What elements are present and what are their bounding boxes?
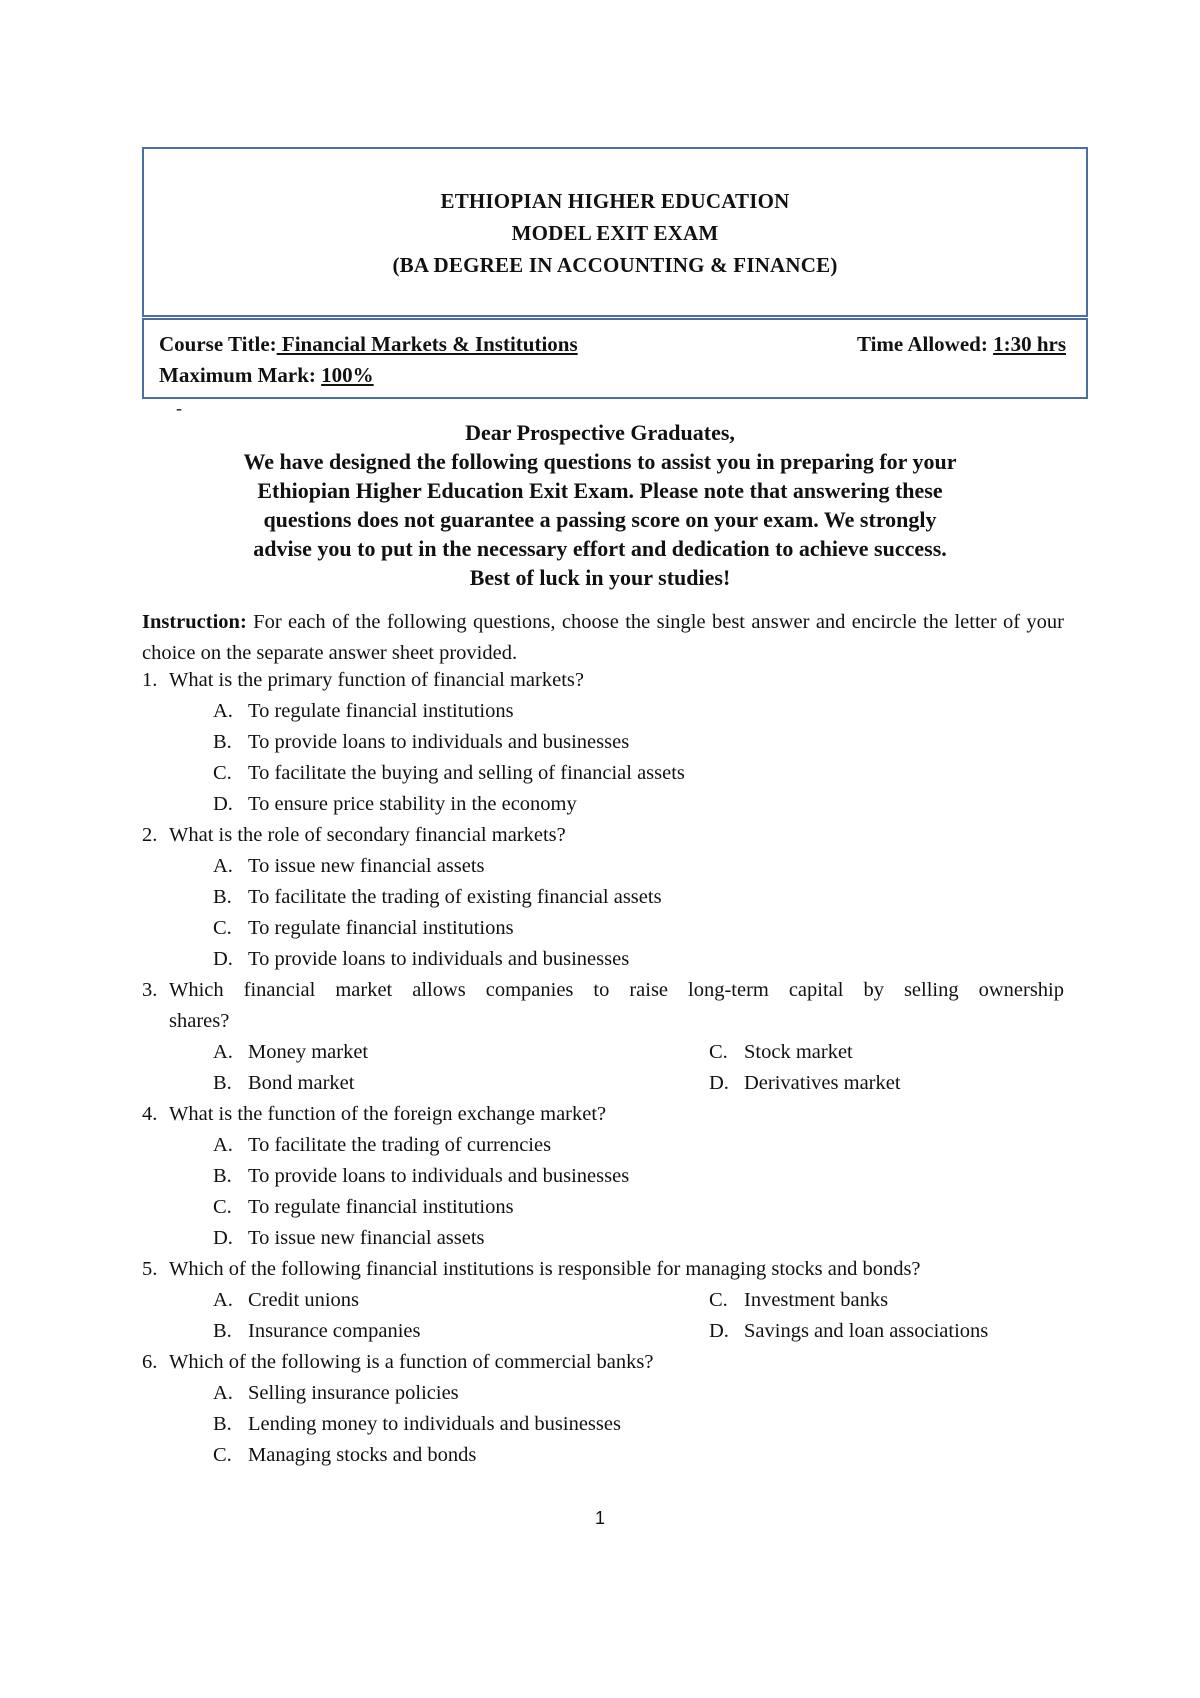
option-text: To regulate financial institutions: [248, 700, 514, 722]
option-1d[interactable]: [213, 793, 577, 816]
question-2: [142, 824, 566, 847]
question-text: Which financial market allows companies to raise long-term capital by selling ownership: [169, 979, 1064, 1001]
option-1a[interactable]: [213, 700, 514, 723]
intro-message: [190, 418, 1010, 592]
option-4b[interactable]: [213, 1165, 629, 1188]
question-number: 3.: [142, 979, 158, 1001]
question-number: 1.: [142, 669, 158, 691]
option-letter: A.: [213, 1134, 233, 1156]
page-number: 1: [594, 1508, 605, 1528]
option-1b[interactable]: [213, 731, 629, 754]
option-text: To issue new financial assets: [248, 855, 485, 877]
question-text: Which of the following financial institutions is responsible for managing stocks and bonds?: [169, 1258, 921, 1280]
question-number: 2.: [142, 824, 158, 846]
option-3d[interactable]: [709, 1072, 901, 1095]
time-allowed-value: 1:30 hrs: [993, 332, 1066, 356]
option-3a[interactable]: [213, 1041, 368, 1064]
option-1c[interactable]: [213, 762, 685, 785]
option-6c[interactable]: [213, 1444, 476, 1467]
option-text: Lending money to individuals and businesses: [248, 1413, 621, 1435]
question-number: 5.: [142, 1258, 158, 1280]
course-title-label: Course Title:: [159, 332, 277, 356]
option-letter: A.: [213, 700, 233, 722]
option-text: To provide loans to individuals and businesses: [248, 948, 630, 970]
course-title: [159, 332, 578, 357]
option-letter: D.: [709, 1072, 729, 1094]
option-letter: A.: [213, 1382, 233, 1404]
option-letter: A.: [213, 855, 233, 877]
intro-line: Dear Prospective Graduates,: [465, 420, 735, 445]
option-2a[interactable]: [213, 855, 485, 878]
instruction-label: Instruction:: [142, 611, 247, 633]
option-text: To facilitate the buying and selling of financial assets: [248, 762, 685, 784]
option-text: Bond market: [248, 1072, 355, 1094]
option-letter: D.: [213, 948, 233, 970]
header-title-line-2: MODEL EXIT EXAM: [511, 221, 719, 245]
maximum-mark: [159, 363, 374, 388]
option-text: Insurance companies: [248, 1320, 421, 1342]
option-text: To facilitate the trading of currencies: [248, 1134, 552, 1156]
option-5a[interactable]: [213, 1289, 359, 1312]
option-text: To ensure price stability in the economy: [248, 793, 577, 815]
question-6: [142, 1351, 653, 1374]
maximum-mark-label: Maximum Mark:: [159, 363, 322, 387]
option-4a[interactable]: [213, 1134, 551, 1157]
option-text: Selling insurance policies: [248, 1382, 459, 1404]
option-letter: C.: [213, 1196, 232, 1218]
option-text: To regulate financial institutions: [248, 1196, 514, 1218]
option-3b[interactable]: [213, 1072, 354, 1095]
maximum-mark-value: 100%: [321, 363, 374, 387]
question-5: [142, 1258, 921, 1281]
option-6b[interactable]: [213, 1413, 621, 1436]
intro-line: Ethiopian Higher Education Exit Exam. Please note that answering these: [257, 478, 943, 503]
option-text: Managing stocks and bonds: [248, 1444, 477, 1466]
option-letter: B.: [213, 1165, 232, 1187]
option-5c[interactable]: [709, 1289, 888, 1312]
question-4: [142, 1103, 606, 1126]
option-text: To provide loans to individuals and businesses: [248, 1165, 630, 1187]
option-letter: A.: [213, 1289, 233, 1311]
instruction-text: For each of the following questions, choose the single best answer and encircle the letter of your choice on the separate answer sheet provided.: [142, 611, 1064, 664]
question-number: 4.: [142, 1103, 158, 1125]
option-text: To issue new financial assets: [248, 1227, 485, 1249]
option-2c[interactable]: [213, 917, 514, 940]
option-letter: B.: [213, 731, 232, 753]
question-3: [142, 979, 1064, 1002]
option-letter: B.: [213, 1072, 232, 1094]
option-text: To regulate financial institutions: [248, 917, 514, 939]
question-1: [142, 669, 584, 692]
option-letter: D.: [213, 1227, 233, 1249]
option-letter: D.: [709, 1320, 729, 1342]
question-number: 6.: [142, 1351, 158, 1373]
exam-header-box: [142, 147, 1088, 317]
option-4c[interactable]: [213, 1196, 514, 1219]
option-4d[interactable]: [213, 1227, 485, 1250]
intro-line: advise you to put in the necessary effort and dedication to achieve success.: [253, 536, 947, 561]
course-info-box: [142, 318, 1088, 399]
option-5b[interactable]: [213, 1320, 420, 1343]
option-2d[interactable]: [213, 948, 629, 971]
option-6a[interactable]: [213, 1382, 459, 1405]
time-allowed-label: Time Allowed:: [856, 332, 994, 356]
stray-dash: -: [176, 398, 182, 418]
instruction: [142, 607, 1064, 669]
option-2b[interactable]: [213, 886, 662, 909]
intro-line: We have designed the following questions to assist you in preparing for your: [243, 449, 957, 474]
option-text: Money market: [248, 1041, 369, 1063]
option-letter: B.: [213, 1320, 232, 1342]
option-text: To facilitate the trading of existing financial assets: [248, 886, 662, 908]
option-letter: D.: [213, 793, 233, 815]
intro-line: Best of luck in your studies!: [469, 565, 731, 590]
option-5d[interactable]: [709, 1320, 988, 1343]
option-letter: C.: [709, 1041, 728, 1063]
header-title-line-3: (BA DEGREE IN ACCOUNTING & FINANCE): [392, 253, 838, 277]
option-3c[interactable]: [709, 1041, 853, 1064]
option-letter: C.: [213, 917, 232, 939]
question-text: Which of the following is a function of commercial banks?: [169, 1351, 654, 1373]
option-letter: C.: [213, 1444, 232, 1466]
question-text: What is the role of secondary financial markets?: [169, 824, 566, 846]
intro-line: questions does not guarantee a passing score on your exam. We strongly: [263, 507, 937, 532]
option-text: To provide loans to individuals and businesses: [248, 731, 630, 753]
option-text: Derivatives market: [744, 1072, 901, 1094]
option-letter: B.: [213, 886, 232, 908]
header-title-line-1: ETHIOPIAN HIGHER EDUCATION: [440, 189, 790, 213]
option-letter: B.: [213, 1413, 232, 1435]
option-text: Stock market: [744, 1041, 853, 1063]
question-3-continuation: shares?: [169, 1010, 230, 1032]
option-text: Investment banks: [744, 1289, 889, 1311]
option-text: Credit unions: [248, 1289, 360, 1311]
option-letter: A.: [213, 1041, 233, 1063]
question-text: What is the primary function of financial markets?: [169, 669, 584, 691]
question-text: What is the function of the foreign exchange market?: [169, 1103, 607, 1125]
option-letter: C.: [213, 762, 232, 784]
option-letter: C.: [709, 1289, 728, 1311]
option-text: Savings and loan associations: [744, 1320, 989, 1342]
course-title-value: Financial Markets & Institutions: [276, 332, 578, 356]
time-allowed: [857, 332, 1066, 357]
